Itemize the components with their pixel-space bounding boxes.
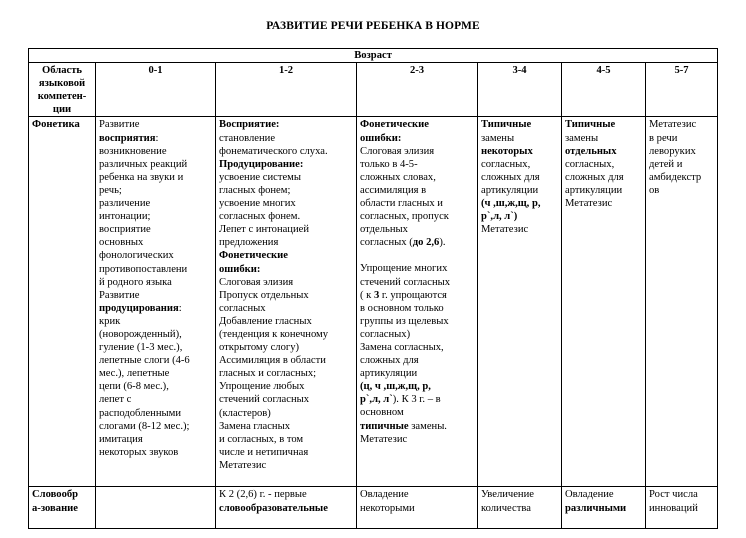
cell-text-line: детей и <box>649 158 683 170</box>
cell-text-line: Метатезис <box>360 433 408 445</box>
cell-text-line: сложных для <box>360 355 419 367</box>
cell-text-line: отдельных <box>360 224 408 236</box>
cell-text-line: ( к 3 г. упрощаются <box>360 289 447 301</box>
cell-text-line: ребенка на звуки и <box>99 171 184 183</box>
cell-text-line: Фонетические <box>219 250 288 262</box>
age-column-0-1: 0-1 <box>96 63 216 117</box>
wordformation-cell-2-3 <box>357 487 478 529</box>
phonetics-cell-5-7 <box>646 117 718 487</box>
cell-text-line: фонологических <box>99 250 174 262</box>
wordformation-cell-3-4 <box>478 487 562 529</box>
cell-text-line: замены <box>481 132 515 144</box>
cell-text-line: лепет с <box>99 394 132 406</box>
cell-text-line: сложных для <box>565 171 624 183</box>
phonetics-cell-2-3 <box>357 117 478 487</box>
cell-text-line: Развитие <box>99 119 140 131</box>
cell-text-line: артикуляции <box>481 184 539 196</box>
cell-text-line: усвоение системы <box>219 171 301 183</box>
cell-text-line: Овладение <box>360 489 409 501</box>
cell-text-line: р`,л, л`). К 3 г. – в <box>360 394 441 406</box>
cell-text-line: расподобленными <box>99 407 181 419</box>
blank-line <box>360 249 474 262</box>
cell-text-line: Упрощение многих <box>360 263 448 275</box>
age-column-1-2: 1-2 <box>216 63 357 117</box>
cell-text-line: некоторых звуков <box>99 446 179 458</box>
wordformation-row <box>29 487 718 529</box>
phonetics-cell-3-4 <box>478 117 562 487</box>
cell-text-line: продуцирования: <box>99 302 182 314</box>
phonetics-cell-4-5 <box>562 117 646 487</box>
cell-text-line: (ц, ч ,ш,ж,щ, р, <box>360 381 431 393</box>
cell-text-line: Продуцирование: <box>219 158 304 170</box>
cell-text-line: стечений согласных <box>360 276 451 288</box>
cell-text-line: согласных, <box>565 158 615 170</box>
wordformation-cell-1-2 <box>216 487 357 529</box>
cell-text-line: Фонетические <box>360 119 429 131</box>
cell-text-line: Замена гласных <box>219 420 291 432</box>
page-title: РАЗВИТИЕ РЕЧИ РЕБЕНКА В НОРМЕ <box>266 20 480 32</box>
cell-text-line: Восприятие: <box>219 119 280 131</box>
cell-text-line: имитация <box>99 433 143 445</box>
cell-text-line: различными <box>565 502 627 514</box>
cell-text-line: Упрощение любых <box>219 381 305 393</box>
cell-text-line: сложных словах, <box>360 171 436 183</box>
phonetics-row <box>29 117 718 487</box>
age-column-5-7: 5-7 <box>646 63 718 117</box>
area-header-line: Область <box>41 65 83 77</box>
cell-text-line: й родного языка <box>99 276 172 288</box>
cell-text-line: К 2 (2,6) г. - первые <box>219 489 307 501</box>
cell-text-line: Метатезис <box>219 459 267 471</box>
cell-text-line: различение <box>99 198 151 210</box>
cell-text-line: усвоение многих <box>219 198 296 210</box>
cell-text-line: амбидекстр <box>649 171 702 183</box>
cell-text-line: Развитие <box>99 289 140 301</box>
phonetics-label: Фонетика <box>29 117 96 487</box>
age-column-2-3: 2-3 <box>357 63 478 117</box>
cell-text-line: леворуких <box>649 145 696 157</box>
cell-text-line: в речи <box>649 132 678 144</box>
area-header-line: компетен- <box>37 91 87 103</box>
age-column-3-4: 3-4 <box>478 63 562 117</box>
cell-text-line: восприятие <box>99 224 151 236</box>
cell-text-line: (кластеров) <box>219 407 271 419</box>
wordformation-cell-0-1 <box>96 487 216 529</box>
cell-text-line: артикуляции <box>565 184 623 196</box>
phonetics-cell-0-1 <box>96 117 216 487</box>
cell-text-line: цепи (6-8 мес.), <box>99 381 169 393</box>
cell-text-line: Слоговая элизия <box>219 276 294 288</box>
cell-text-line: предложения <box>219 237 279 249</box>
cell-text-line: Добавление гласных <box>219 315 312 327</box>
cell-text-line: ов <box>649 184 660 196</box>
cell-text-line: согласных (до 2,6). <box>360 237 446 249</box>
wordformation-cell-5-7 <box>646 487 718 529</box>
cell-text-line: стечений согласных <box>219 394 310 406</box>
area-header-cell <box>29 63 96 117</box>
cell-text-line: и согласных, в том <box>219 433 304 445</box>
cell-text-line: ошибки: <box>360 132 402 144</box>
cell-text-line: инноваций <box>649 502 698 514</box>
cell-text-line: Метатезис <box>565 198 613 210</box>
cell-text-line: открытому слогу) <box>219 342 300 354</box>
wordformation-cell-4-5 <box>562 487 646 529</box>
cell-text-line: гуление (1-3 мес.), <box>99 342 183 354</box>
wordformation-label-line: а-зование <box>32 502 78 514</box>
cell-text-line: мес.), лепетные <box>99 368 170 380</box>
cell-text-line: Овладение <box>565 489 614 501</box>
cell-text-line: возникновение <box>99 145 167 157</box>
cell-text-line: становление <box>219 132 276 144</box>
phonetics-cell-1-2 <box>216 117 357 487</box>
column-header-row <box>29 63 718 117</box>
cell-text-line: крик <box>99 315 121 327</box>
cell-text-line: Типичные <box>481 119 532 131</box>
cell-text-line: в основном только <box>360 302 444 314</box>
cell-text-line: Лепет с интонацией <box>219 224 310 236</box>
cell-text-line: числе и нетипичная <box>219 446 309 458</box>
cell-text-line: Пропуск отдельных <box>219 289 309 301</box>
cell-text-line: гласных и согласных; <box>219 368 317 380</box>
area-header-line: языковой <box>38 78 86 90</box>
age-column-4-5: 4-5 <box>562 63 646 117</box>
cell-text-line: согласных фонем. <box>219 211 301 223</box>
cell-text-line: количества <box>481 502 531 514</box>
cell-text-line: некоторыми <box>360 502 415 514</box>
cell-text-line: р`,л, л`) <box>481 211 518 223</box>
cell-text-line: восприятия: <box>99 132 159 144</box>
cell-text-line: основных <box>99 237 144 249</box>
cell-text-line: (тенденция к конечному <box>219 328 329 340</box>
cell-text-line: противопоставлени <box>99 263 188 275</box>
cell-text-line: согласных) <box>360 328 411 340</box>
wordformation-label-line: Словообр <box>32 489 79 501</box>
cell-text-line: ассимиляция в <box>360 184 427 196</box>
cell-text-line: речь; <box>99 184 122 196</box>
cell-text-line: замены <box>565 132 599 144</box>
cell-text-line: группы из щелевых <box>360 315 449 327</box>
cell-text-line: Увеличение <box>481 489 534 501</box>
wordformation-label <box>29 487 96 529</box>
cell-text-line: фонематического слуха. <box>219 145 328 157</box>
cell-text-line: отдельных <box>565 145 617 157</box>
cell-text-line: некоторых <box>481 145 533 157</box>
cell-text-line: интонации; <box>99 211 151 223</box>
cell-text-line: согласных, пропуск <box>360 211 449 223</box>
cell-text-line: Типичные <box>565 119 616 131</box>
age-header-cell: Возраст <box>29 49 718 63</box>
cell-text-line: сложных для <box>481 171 540 183</box>
cell-text-line: различных реакций <box>99 158 188 170</box>
cell-text-line: словообразовательные <box>219 502 328 514</box>
area-header-line: ции <box>52 104 72 116</box>
cell-text-line: гласных фонем; <box>219 184 291 196</box>
cell-text-line: (ч ,ш,ж,щ, р, <box>481 198 541 210</box>
cell-text-line: артикуляции <box>360 368 418 380</box>
cell-text-line: согласных, <box>481 158 531 170</box>
cell-text-line: только в 4-5- <box>360 158 418 170</box>
speech-development-table <box>28 48 718 529</box>
cell-text-line: слогами (8-12 мес.); <box>99 420 190 432</box>
cell-text-line: Слоговая элизия <box>360 145 435 157</box>
cell-text-line: основном <box>360 407 404 419</box>
age-header-row <box>29 49 718 63</box>
cell-text-line: Метатезис <box>649 119 697 131</box>
cell-text-line: согласных <box>219 302 266 314</box>
cell-text-line: Замена согласных, <box>360 341 444 353</box>
cell-text-line: Ассимиляция в области <box>219 355 326 367</box>
cell-text-line: Метатезис <box>481 224 529 236</box>
cell-text-line: лепетные слоги (4-6 <box>99 355 190 367</box>
cell-text-line: области гласных и <box>360 198 443 210</box>
cell-text-line: типичные замены. <box>360 420 447 432</box>
cell-text-line: (новорожденный), <box>99 328 182 340</box>
cell-text-line: Рост числа <box>649 489 698 501</box>
cell-text-line: ошибки: <box>219 263 261 275</box>
